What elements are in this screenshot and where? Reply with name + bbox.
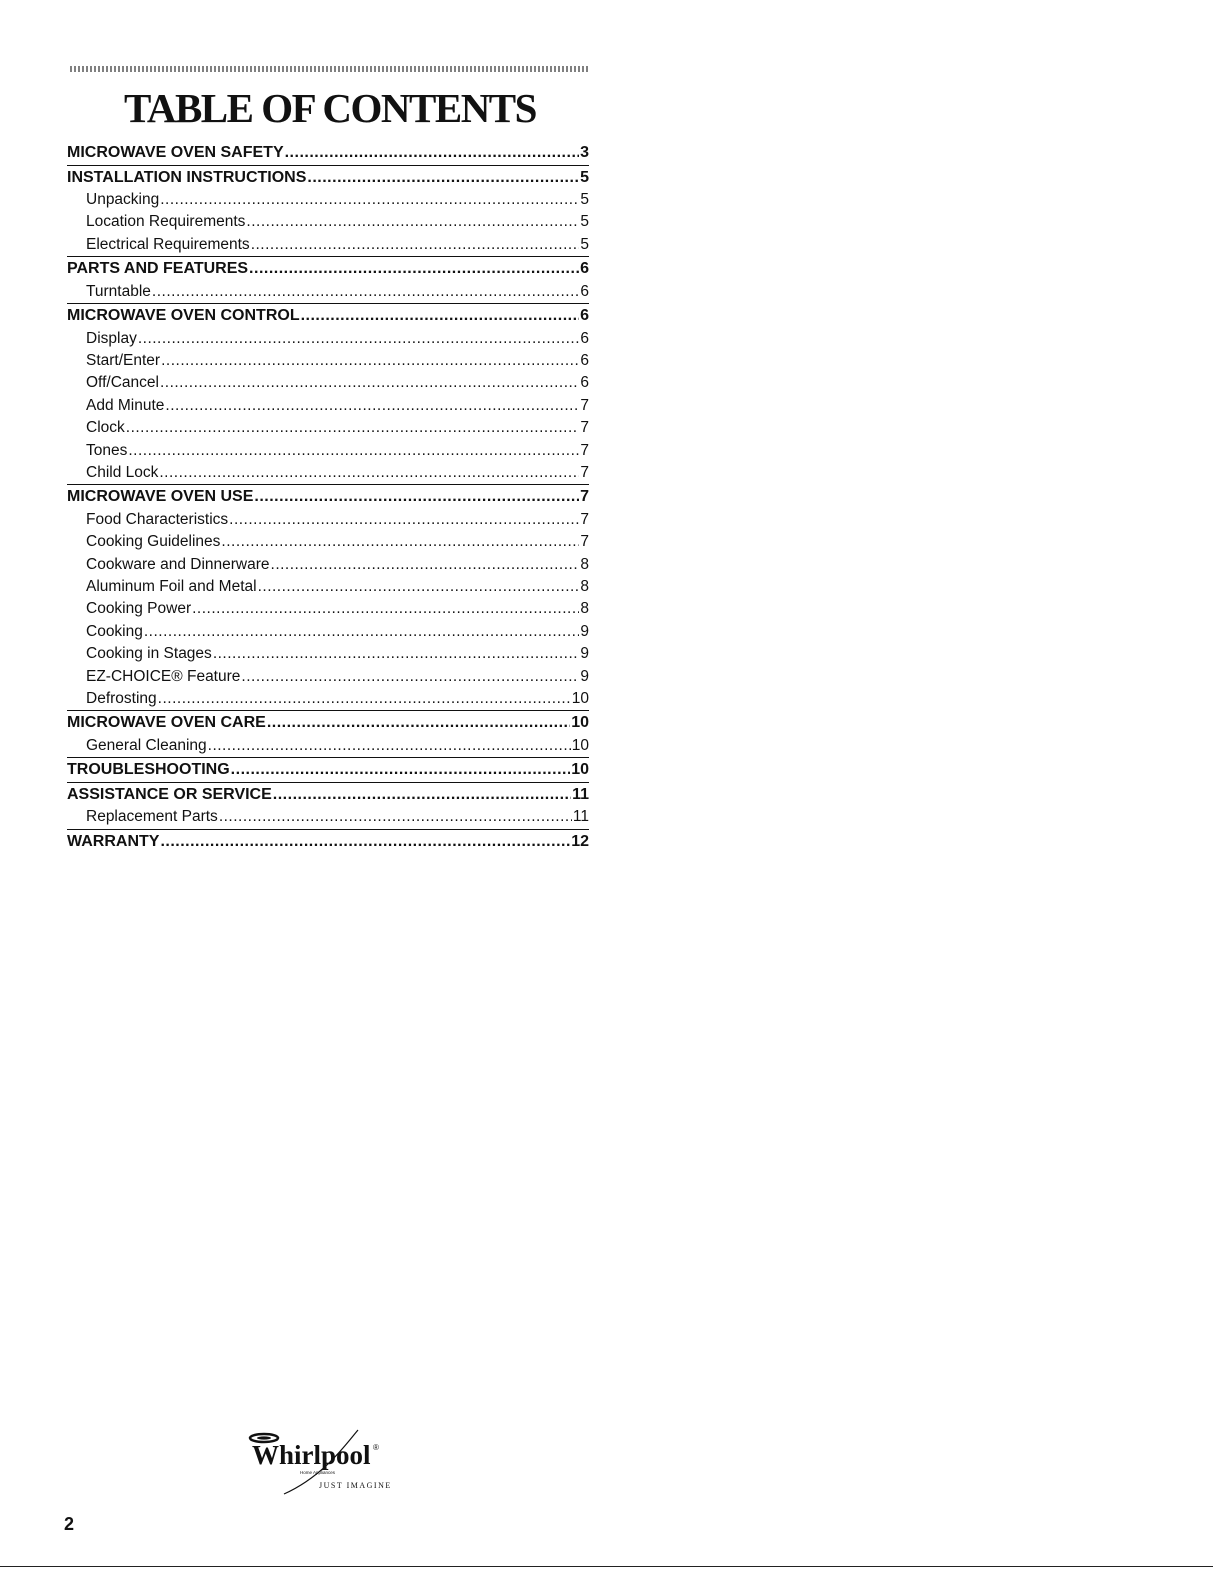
toc-entry-page: 5 bbox=[580, 235, 589, 253]
toc-subsection bbox=[67, 509, 589, 531]
toc-subsection bbox=[67, 189, 589, 211]
toc-entry-page: 6 bbox=[580, 329, 589, 347]
toc-entry-page: 6 bbox=[580, 351, 589, 369]
toc-entry-label: Turntable bbox=[86, 282, 151, 300]
toc-entry-page: 9 bbox=[580, 645, 589, 663]
toc-subsection bbox=[67, 281, 589, 303]
toc-subsection bbox=[67, 806, 589, 828]
toc-entry-page: 12 bbox=[571, 832, 589, 850]
dot-leader bbox=[160, 189, 579, 211]
toc-entry-label: Display bbox=[86, 329, 137, 347]
dot-leader bbox=[128, 440, 579, 462]
toc-entry-label: Food Characteristics bbox=[86, 510, 229, 528]
toc-entry-label: MICROWAVE OVEN USE bbox=[67, 488, 254, 506]
dot-leader bbox=[246, 211, 579, 233]
dot-leader bbox=[258, 576, 580, 598]
toc-entry-label: Add Minute bbox=[86, 396, 165, 414]
toc-entry-page: 3 bbox=[580, 144, 589, 161]
dot-leader bbox=[159, 462, 579, 484]
toc-subsection bbox=[67, 554, 589, 576]
toc-entry-page: 5 bbox=[580, 213, 589, 231]
toc-entry-page: 6 bbox=[580, 260, 589, 278]
toc-entry-page: 7 bbox=[580, 533, 589, 551]
toc-entry-label: ASSISTANCE OR SERVICE bbox=[67, 785, 272, 803]
toc-entry-page: 9 bbox=[580, 622, 589, 640]
toc-entry-page: 5 bbox=[580, 168, 589, 186]
toc-entry-page: 7 bbox=[580, 510, 589, 528]
toc-entry-label: Defrosting bbox=[86, 689, 157, 707]
toc-entry-label: Electrical Requirements bbox=[86, 235, 250, 253]
toc-entry-label: Cooking Guidelines bbox=[86, 533, 221, 551]
toc-subsection bbox=[67, 735, 589, 757]
dot-leader bbox=[165, 395, 579, 417]
toc-section bbox=[67, 256, 589, 281]
dot-leader bbox=[241, 666, 579, 688]
dot-leader bbox=[213, 643, 580, 665]
toc-subsection bbox=[67, 328, 589, 350]
dot-leader bbox=[219, 806, 572, 828]
toc-entry-page: 7 bbox=[580, 419, 589, 437]
toc-section bbox=[67, 303, 589, 328]
toc-entry-page: 6 bbox=[580, 374, 589, 392]
toc-subsection bbox=[67, 395, 589, 417]
toc-subsection bbox=[67, 621, 589, 643]
toc-entry-label: Tones bbox=[86, 441, 128, 459]
toc-entry-page: 8 bbox=[580, 600, 589, 618]
toc-entry-page: 10 bbox=[571, 761, 589, 779]
toc-entry-label: EZ-CHOICE® Feature bbox=[86, 667, 241, 685]
dot-leader bbox=[307, 166, 579, 190]
toc-entry-label: Start/Enter bbox=[86, 351, 161, 369]
toc-entry-page: 7 bbox=[580, 488, 589, 506]
toc-section bbox=[67, 782, 589, 807]
dot-leader bbox=[267, 711, 570, 735]
toc-entry-label: TROUBLESHOOTING bbox=[67, 761, 230, 779]
dot-leader bbox=[271, 554, 580, 576]
toc-entry-label: PARTS AND FEATURES bbox=[67, 260, 249, 278]
toc-entry-page: 5 bbox=[580, 191, 589, 208]
toc-subsection bbox=[67, 643, 589, 665]
toc-entry-label: Location Requirements bbox=[86, 213, 246, 231]
toc-subsection bbox=[67, 417, 589, 439]
toc-entry-page: 11 bbox=[572, 785, 589, 803]
toc-subsection bbox=[67, 211, 589, 233]
dot-leader bbox=[152, 281, 579, 303]
toc-entry-page: 8 bbox=[580, 577, 589, 595]
toc-entry-page: 6 bbox=[580, 282, 589, 300]
toc-entry-page: 7 bbox=[580, 441, 589, 459]
toc-subsection bbox=[67, 440, 589, 462]
toc-section bbox=[67, 757, 589, 782]
dot-leader bbox=[273, 783, 571, 807]
toc-section bbox=[67, 484, 589, 509]
toc-entry-label: Child Lock bbox=[86, 463, 159, 481]
toc-entry-label: Cooking bbox=[86, 622, 143, 640]
toc-subsection bbox=[67, 666, 589, 688]
toc-entry-label: INSTALLATION INSTRUCTIONS bbox=[67, 168, 307, 186]
toc-entry-page: 9 bbox=[580, 667, 589, 685]
dot-leader bbox=[221, 531, 579, 553]
dot-leader bbox=[158, 688, 571, 710]
svg-text:®: ® bbox=[373, 1443, 379, 1452]
dot-leader bbox=[160, 830, 570, 854]
toc-entry-page: 11 bbox=[572, 808, 589, 826]
page-title: TABLE OF CONTENTS bbox=[124, 85, 536, 131]
toc-section bbox=[67, 141, 589, 165]
toc-entry-label: WARRANTY bbox=[67, 832, 160, 850]
toc-entry-page: 8 bbox=[580, 555, 589, 573]
toc-entry-label: MICROWAVE OVEN CONTROL bbox=[67, 307, 300, 325]
toc-entry-page: 10 bbox=[571, 736, 589, 754]
table-of-contents bbox=[67, 141, 589, 853]
toc-subsection bbox=[67, 372, 589, 394]
page-number: 2 bbox=[64, 1514, 75, 1534]
toc-entry-page: 6 bbox=[580, 307, 589, 325]
dot-leader bbox=[144, 621, 580, 643]
toc-subsection bbox=[67, 234, 589, 256]
dot-leader bbox=[208, 735, 571, 757]
svg-text:Whirlpool: Whirlpool bbox=[252, 1440, 371, 1470]
toc-subsection bbox=[67, 531, 589, 553]
toc-subsection bbox=[67, 598, 589, 620]
dot-leader bbox=[161, 350, 579, 372]
toc-entry-label: Cooking Power bbox=[86, 600, 192, 618]
whirlpool-logo bbox=[246, 1424, 446, 1500]
toc-section bbox=[67, 710, 589, 735]
toc-entry-label: MICROWAVE OVEN CARE bbox=[67, 714, 266, 732]
toc-entry-page: 10 bbox=[571, 689, 589, 707]
svg-text:JUST IMAGINE: JUST IMAGINE bbox=[319, 1481, 392, 1490]
svg-text:Home Appliances: Home Appliances bbox=[300, 1470, 336, 1475]
top-dotted-rule bbox=[70, 66, 590, 72]
dot-leader bbox=[192, 598, 579, 620]
toc-entry-label: Unpacking bbox=[86, 191, 160, 208]
toc-subsection bbox=[67, 350, 589, 372]
toc-entry-label: Aluminum Foil and Metal bbox=[86, 577, 257, 595]
toc-subsection bbox=[67, 576, 589, 598]
dot-leader bbox=[249, 257, 579, 281]
toc-entry-label: Replacement Parts bbox=[86, 808, 218, 826]
toc-entry-label: Cooking in Stages bbox=[86, 645, 212, 663]
toc-subsection bbox=[67, 688, 589, 710]
toc-entry-page: 10 bbox=[571, 714, 589, 732]
dot-leader bbox=[231, 758, 571, 782]
dot-leader bbox=[254, 485, 579, 509]
toc-entry-label: MICROWAVE OVEN SAFETY bbox=[67, 144, 284, 161]
toc-entry-label: Off/Cancel bbox=[86, 374, 159, 392]
toc-entry-page: 7 bbox=[580, 463, 589, 481]
toc-entry-label: Clock bbox=[86, 419, 125, 437]
toc-entry-page: 7 bbox=[580, 396, 589, 414]
toc-entry-label: General Cleaning bbox=[86, 736, 207, 754]
dot-leader bbox=[160, 372, 579, 394]
dot-leader bbox=[138, 328, 580, 350]
toc-section bbox=[67, 829, 589, 854]
dot-leader bbox=[285, 141, 579, 165]
dot-leader bbox=[301, 304, 580, 328]
dot-leader bbox=[229, 509, 579, 531]
dot-leader bbox=[251, 234, 580, 256]
bottom-rule bbox=[0, 1566, 1213, 1567]
toc-section bbox=[67, 165, 589, 190]
toc-subsection bbox=[67, 462, 589, 484]
toc-entry-label: Cookware and Dinnerware bbox=[86, 555, 270, 573]
dot-leader bbox=[126, 417, 580, 439]
